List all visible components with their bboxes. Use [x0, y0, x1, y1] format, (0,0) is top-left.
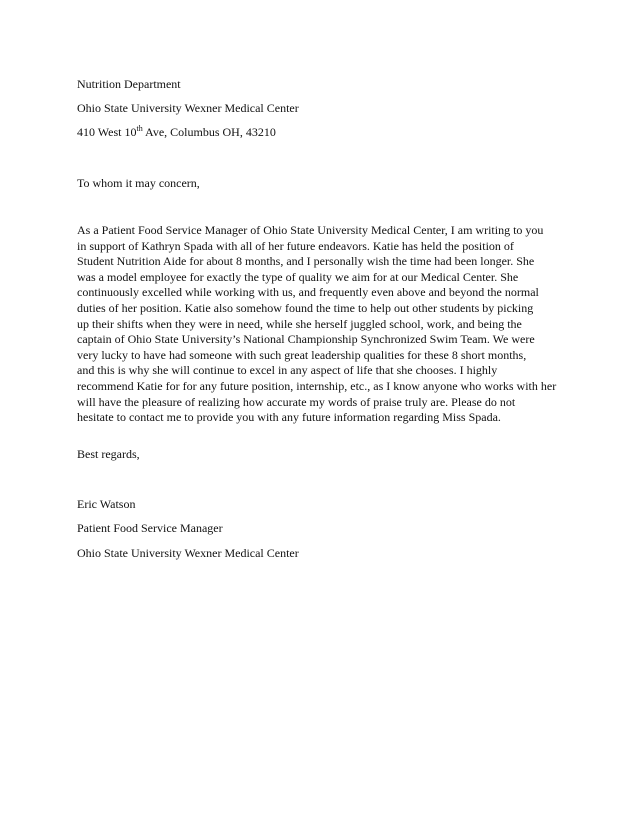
- body-line: recommend Katie for for any future position, internship, etc., as I know anyone who works with her: [77, 378, 557, 393]
- address-suffix: Ave, Columbus OH, 43210: [142, 125, 276, 139]
- body-line: was a model employee for exactly the type of quality we aim for at our Medical Center. She: [77, 269, 519, 284]
- address-ordinal-suffix: th: [136, 124, 143, 133]
- signer-title: Patient Food Service Manager: [77, 521, 223, 535]
- body-line: duties of her position. Katie also somehow found the time to help out other students by picking: [77, 300, 534, 315]
- body-line: captain of Ohio State University’s National Championship Synchronized Swim Team. We were: [77, 332, 535, 347]
- institution-line: Ohio State University Wexner Medical Center: [77, 101, 299, 115]
- signer-name: Eric Watson: [77, 497, 136, 511]
- body-line: continuously excelled while working with us, and frequently even above and beyond the normal: [77, 285, 539, 300]
- address-line: [77, 124, 276, 140]
- body-line: very lucky to have had someone with such great leadership qualities for these 8 short months,: [77, 347, 527, 362]
- closing: Best regards,: [77, 447, 140, 461]
- department-line: Nutrition Department: [77, 77, 181, 91]
- body-line: As a Patient Food Service Manager of Ohio State University Medical Center, I am writing to you: [77, 223, 544, 237]
- body-line: and this is why she will continue to excel in any aspect of life that she chooses. I highly: [77, 363, 498, 378]
- body-line: up their shifts when they were in need, while she herself juggled school, work, and being the: [77, 316, 522, 331]
- salutation: To whom it may concern,: [77, 176, 200, 190]
- body-line: will have the pleasure of realizing how accurate my words of praise truly are. Please do not: [77, 394, 516, 409]
- signer-institution: Ohio State University Wexner Medical Center: [77, 546, 299, 560]
- body-line: Student Nutrition Aide for about 8 months, and I personally wish the time had been longer. She: [77, 254, 535, 269]
- body-line: in support of Kathryn Spada with all of her future endeavors. Katie has held the position of: [77, 238, 514, 253]
- letter-body: [77, 223, 567, 426]
- body-line: hesitate to contact me to provide you with any future information regarding Miss Spada.: [77, 410, 501, 425]
- address-prefix: 410 West 10: [77, 125, 137, 139]
